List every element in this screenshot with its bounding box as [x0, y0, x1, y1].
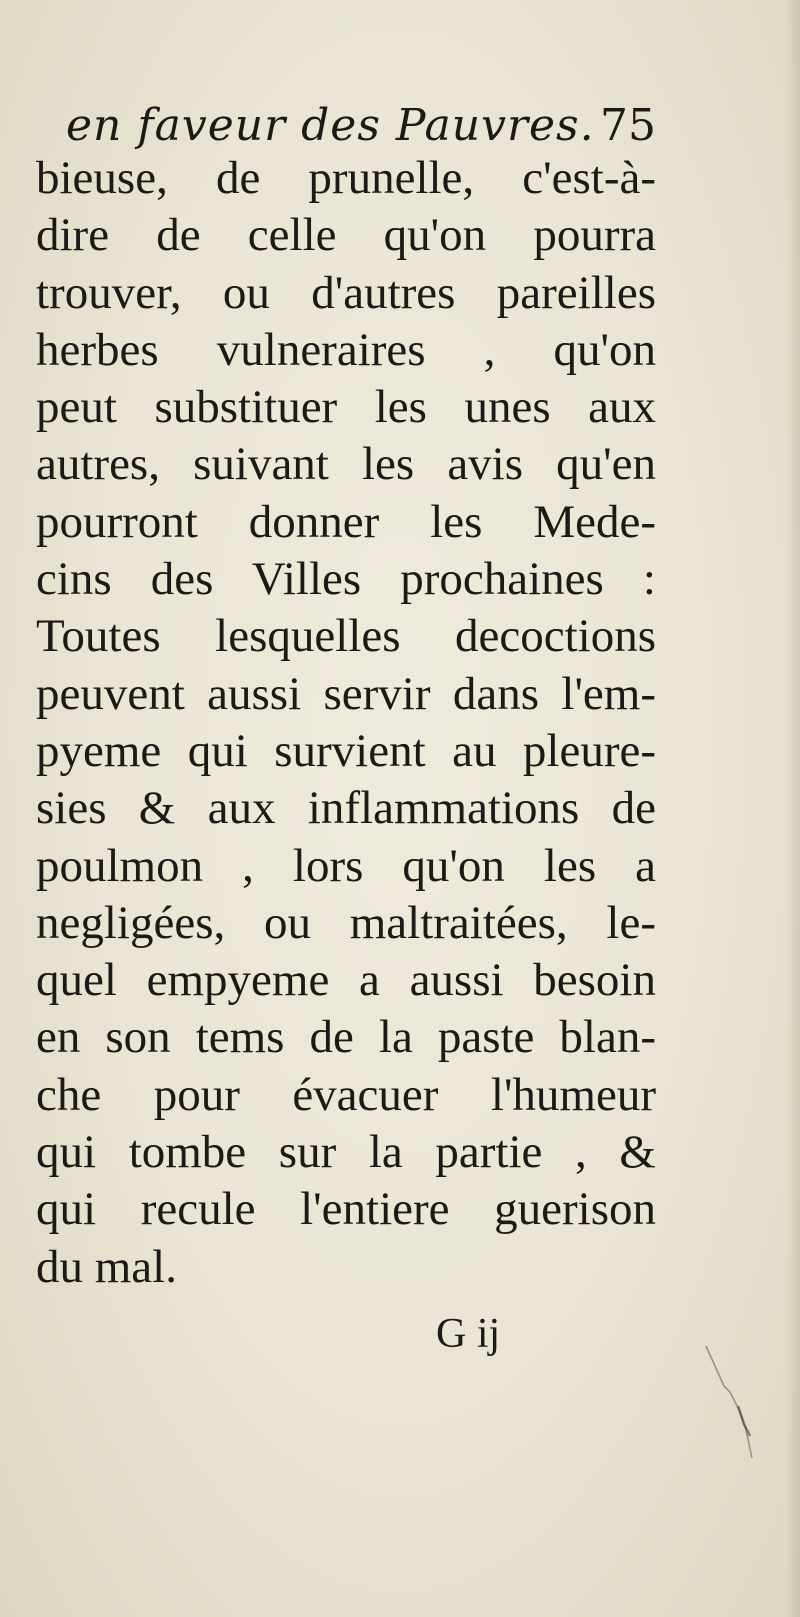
body-text	[36, 150, 656, 1296]
text-line: herbes vulneraires , qu'on	[36, 323, 656, 376]
text-line: negligées, ou maltraitées, le-	[36, 896, 656, 949]
text-line: en son tems de la paste blan-	[36, 1011, 656, 1064]
text-line: poulmon , lors qu'on les a	[36, 839, 656, 892]
text-line: autres, suivant les avis qu'en	[36, 438, 656, 491]
text-line: peuvent aussi servir dans l'em-	[36, 667, 656, 720]
text-line: Toutes lesquelles decoctions	[36, 610, 656, 663]
text-line: peut substituer les unes aux	[36, 381, 656, 434]
text-line: pyeme qui survient au pleure-	[36, 724, 656, 777]
text-line: trouver, ou d'autres pareilles	[36, 266, 656, 319]
text-line: cins des Villes prochaines :	[36, 553, 656, 606]
text-line: bieuse, de prunelle, c'est-à-	[36, 152, 656, 204]
text-line: du mal.	[36, 1240, 177, 1293]
paper-stain-mark	[700, 1340, 760, 1480]
page-edge-shadow	[786, 0, 800, 1617]
text-line: quel empyeme a aussi besoin	[36, 954, 656, 1007]
text-line: qui tombe sur la partie , &	[36, 1126, 656, 1179]
text-line: pourront donner les Mede-	[36, 495, 656, 548]
running-title: en faveur des Pauvres.	[66, 100, 595, 151]
text-line: qui recule l'entiere guerison	[36, 1183, 656, 1236]
signature-mark: G ij	[436, 1311, 501, 1357]
text-line: che pour évacuer l'humeur	[36, 1068, 656, 1121]
text-line: dire de celle qu'on pourra	[36, 209, 656, 262]
page-number: 75	[600, 100, 656, 151]
text-line: sies & aux inflammations de	[36, 782, 656, 835]
